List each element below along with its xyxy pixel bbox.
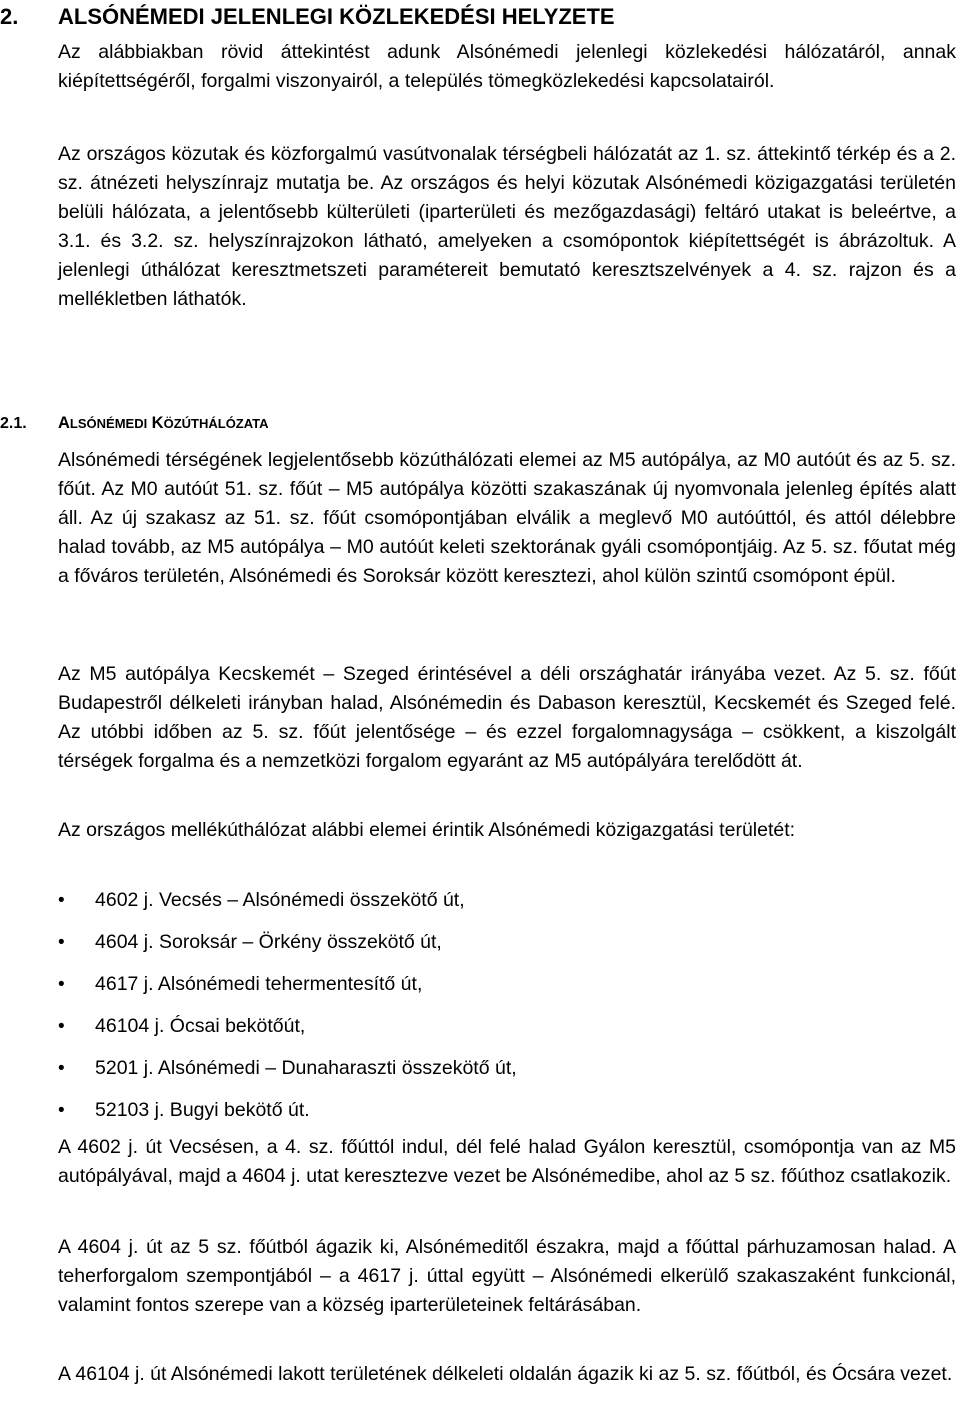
subsection-title-rest-1: LSÓNÉMEDI: [69, 416, 148, 431]
list-item: [58, 1054, 956, 1083]
subsection-title-rest-2: ÖZÚTHÁLÓZATA: [163, 416, 269, 431]
list-item: [58, 928, 956, 957]
section-title: ALSÓNÉMEDI JELENLEGI KÖZLEKEDÉSI HELYZETE: [58, 4, 615, 29]
list-item: [58, 1012, 956, 1041]
bullet-icon: •: [58, 1016, 65, 1037]
bullet-icon: •: [58, 932, 65, 953]
list-item-text: 4604 j. Soroksár – Örkény összekötő út,: [95, 931, 442, 953]
section-heading: [0, 3, 960, 31]
list-item-text: 52103 j. Bugyi bekötő út.: [95, 1099, 310, 1121]
list-item-text: 5201 j. Alsónémedi – Dunaharaszti összekötő út,: [95, 1057, 517, 1079]
list-item: [58, 886, 956, 915]
subsection-heading: [0, 409, 960, 438]
secondary-roads-intro: Az országos mellékúthálózat alábbi elemei érintik Alsónémedi közigazgatási területét:: [58, 819, 796, 841]
network-paragraph: Alsónémedi térségének legjelentősebb közúthálózati elemei az M5 autópálya, az M0 autóút és az 5. sz. főút. Az M0 autóút 51. sz. főút – M5 autópálya közötti szakaszának új nyomvonala jelenleg építés alatt áll. Az új szakasz az 51. sz. főút csomópontjában elválik a meglevő M0 autóúttól, és attól délebbre halad tovább, az M5 autópálya – M0 autóút keleti szektorának gyáli csomópontjáig. Az 5. sz. főutat még a főváros területén, Alsónémedi és Soroksár között keresztezi, ahol külön szintű csomópont épül.: [58, 449, 956, 587]
bullet-icon: •: [58, 890, 65, 911]
subsection-title-initial-2: K: [151, 414, 164, 432]
road-4604-paragraph: A 4604 j. út az 5 sz. főútból ágazik ki, Alsónémeditől északra, majd a főúttal párhuzamosan halad. A teherforgalom szempontjából – a 4617 j. úttal együtt – Alsónémedi elkerülő szakaszaként funkcionál, valamint fontos szerepe van a község iparterületeinek feltárásában.: [58, 1236, 956, 1316]
bullet-icon: •: [58, 1100, 65, 1121]
road-46104-paragraph: A 46104 j. út Alsónémedi lakott területének délkeleti oldalán ágazik ki az 5. sz. főútból, és Ócsára vezet.: [58, 1363, 953, 1385]
section-number: 2.: [0, 4, 19, 29]
list-item-text: 4617 j. Alsónémedi tehermentesítő út,: [95, 973, 423, 995]
m5-paragraph: Az M5 autópálya Kecskemét – Szeged érintésével a déli országhatár irányába vezet. Az 5. sz. főút Budapestről délkeleti irányban halad, Alsónémedin és Dabason keresztül, Kecskemét és Szeged felé. Az utóbbi időben az 5. sz. főút jelentősége – és ezzel forgalomnagysága – csökkent, a kiszolgált térségek forgalma és a nemzetközi forgalom egyaránt az M5 autópályára terelődött át.: [58, 663, 956, 772]
list-item: [58, 1096, 956, 1125]
list-item-text: 46104 j. Ócsai bekötőút,: [95, 1015, 306, 1037]
overview-paragraph: Az országos közutak és közforgalmú vasútvonalak térségbeli hálózatát az 1. sz. áttekintő térkép és a 2. sz. átnézeti helyszínrajz mutatja be. Az országos és helyi közutak Alsónémedi közigazgatási területén belüli hálózata, a jelentősebb külterületi (iparterületi és mezőgazdasági) feltáró utakat is beleértve, a 3.1. és 3.2. sz. helyszínrajzokon látható, amelyeken a csomópontok kiépítettségét is ábrázoltuk. A jelenlegi úthálózat keresztmetszeti paramétereit bemutató keresztszelvények a 4. sz. rajzon és a mellékletben láthatók.: [58, 143, 956, 310]
subsection-number: 2.1.: [0, 415, 27, 432]
bullet-icon: •: [58, 1058, 65, 1079]
intro-paragraph: Az alábbiakban rövid áttekintést adunk Alsónémedi jelenlegi közlekedési hálózatáról, annak kiépítettségéről, forgalmi viszonyairól, a település tömegközlekedési kapcsolatairól.: [58, 41, 956, 92]
road-4602-paragraph: A 4602 j. út Vecsésen, a 4. sz. főúttól indul, dél felé halad Gyálon keresztül, csomópontja van az M5 autópályával, majd a 4604 j. utat keresztezve vezet be Alsónémedibe, ahol az 5 sz. főúthoz csatlakozik.: [58, 1136, 956, 1187]
list-item-text: 4602 j. Vecsés – Alsónémedi összekötő út,: [95, 889, 465, 911]
list-item: [58, 970, 956, 999]
subsection-title-initial-1: A: [58, 414, 70, 432]
bullet-icon: •: [58, 974, 65, 995]
